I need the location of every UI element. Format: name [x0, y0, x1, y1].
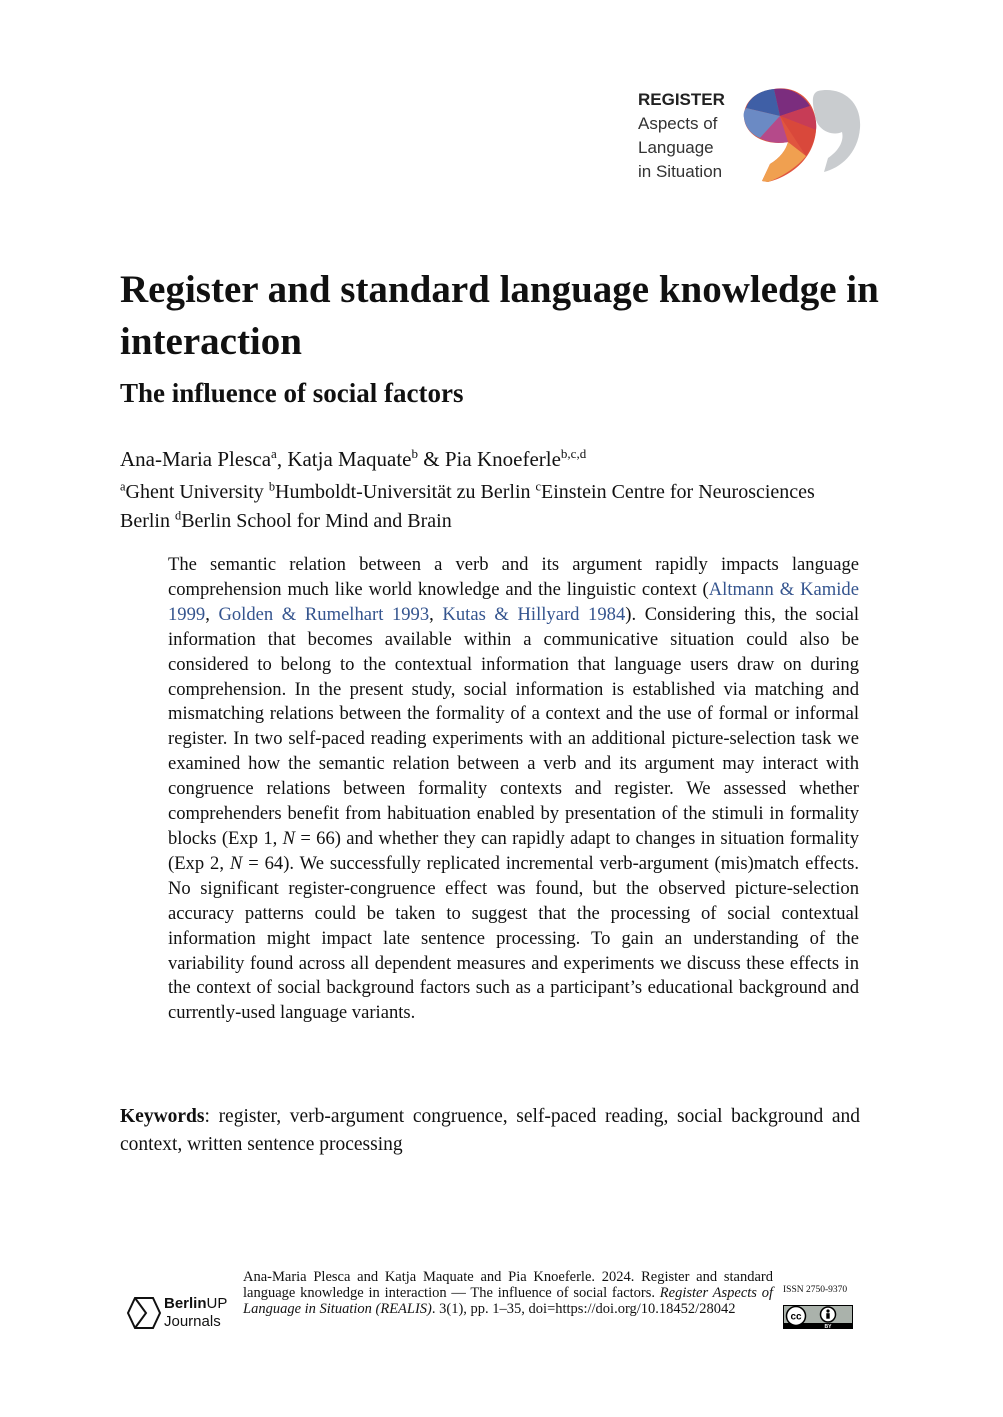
logo-line-register: REGISTER [638, 90, 725, 109]
citation-journal: Register Aspects of Language in Situation (REALIS) [243, 1285, 773, 1317]
citation-link-altmann[interactable]: Altmann & Kamide 1999 [168, 578, 859, 625]
cc-by-license-badge-icon[interactable] [783, 1305, 853, 1329]
citation-link-kutas[interactable]: Kutas & Hillyard 1984 [442, 603, 626, 625]
affil-mark: d [175, 508, 182, 523]
abstract [168, 553, 859, 1026]
affiliation-list [120, 478, 860, 536]
berlinup-logo-icon [126, 1295, 162, 1331]
berlinup-logo [126, 1293, 238, 1335]
affiliation-name: Einstein Centre for Neurosciences Berlin [120, 481, 815, 532]
affil-mark: b [268, 479, 276, 494]
quotation-mark-logo-icon [740, 86, 865, 186]
affiliation-name: Ghent University [125, 481, 264, 503]
affiliation-name: Berlin School for Mind and Brain [181, 510, 452, 532]
author-name: Pia Knoeferle [444, 447, 561, 471]
citation-doi[interactable]: . 3(1), pp. 1–35, doi=https://doi.org/10.18452/28042 [431, 1301, 736, 1317]
paper-title: Register and standard language knowledge in interaction [120, 268, 879, 363]
author-list [120, 444, 586, 474]
affiliation-name: Humboldt-Universität zu Berlin [275, 481, 531, 503]
author-name: Ana-Maria Plesca [120, 447, 272, 471]
author-affil-mark: a [271, 446, 277, 461]
affil-mark: c [535, 479, 542, 494]
keywords [120, 1103, 860, 1159]
abstract-text: = 64). We successfully replicated incremental verb-argument (mis)match effects. No significant register-congruence effect was found, but the observed picture-selection accuracy patterns could be taken to suggest that the processing of social contextual information might impact late sentence processing. To gain an understanding of the variability found across all dependent measures and experiments we discuss these effects in the context of social background factors such as a participant’s educational background and currently-used language variants. [168, 852, 859, 1024]
abstract-text: The semantic relation between a verb and its argument rapidly impacts language comprehension much like world knowledge and the linguistic context ( [168, 554, 859, 600]
berlinup-text [164, 1295, 227, 1331]
sample-size-symbol: N [282, 827, 296, 849]
author-separator: , [276, 447, 288, 471]
author-name: Katja Maquate [287, 447, 412, 471]
abstract-text: ). Considering this, the social information that becomes available within a communicative situation could also be considered to belong to the contextual information that language users draw on during comprehension. In the present study, social information is established via matching and mismatching relations between the formality of a context and the use of formal or informal register. In two self-paced reading experiments with an additional picture-selection task we examined how the semantic relation between a verb and its argument may interact with congruence relations between formality contexts and register. We assessed whether comprehenders benefit from habituation enabled by presentation of the stimuli in formality blocks (Exp 1, [168, 603, 860, 849]
journal-logo [638, 86, 868, 186]
citation-separator: , [429, 603, 443, 625]
logo-line-aspects: Aspects of [638, 114, 718, 133]
footer-citation [243, 1269, 773, 1317]
keywords-label: Keywords [120, 1106, 205, 1127]
citation-link-golden[interactable]: Golden & Rumelhart 1993 [218, 603, 430, 625]
citation-text: Ana-Maria Plesca and Katja Maquate and Pia Knoeferle. 2024. Register and standard language knowledge in interaction — The influence of social factors. [243, 1269, 773, 1301]
journal-logo-text [638, 88, 725, 184]
keywords-text: : register, verb-argument congruence, self-paced reading, social background and context, written sentence processing [120, 1106, 860, 1155]
logo-line-language: Language [638, 138, 714, 157]
by-label: BY [824, 1324, 832, 1329]
author-affil-mark: b [411, 446, 419, 461]
cc-label: cc [790, 1311, 802, 1323]
publisher-line2: Journals [164, 1313, 221, 1330]
citation-separator: , [205, 603, 219, 625]
publisher-name-rest: UP [206, 1295, 228, 1312]
abstract-text: = 66) and whether they can rapidly adapt to changes in situation formality (Exp 2, [168, 827, 859, 874]
sample-size-symbol: N [229, 852, 243, 874]
paper-subtitle: The influence of social factors [120, 378, 464, 408]
affil-mark: a [120, 479, 126, 494]
publisher-name-bold: Berlin [164, 1295, 207, 1312]
logo-line-situation: in Situation [638, 162, 723, 181]
issn: ISSN 2750-9370 [783, 1285, 848, 1295]
author-separator: & [418, 447, 445, 471]
author-affil-mark: b,c,d [560, 446, 587, 461]
